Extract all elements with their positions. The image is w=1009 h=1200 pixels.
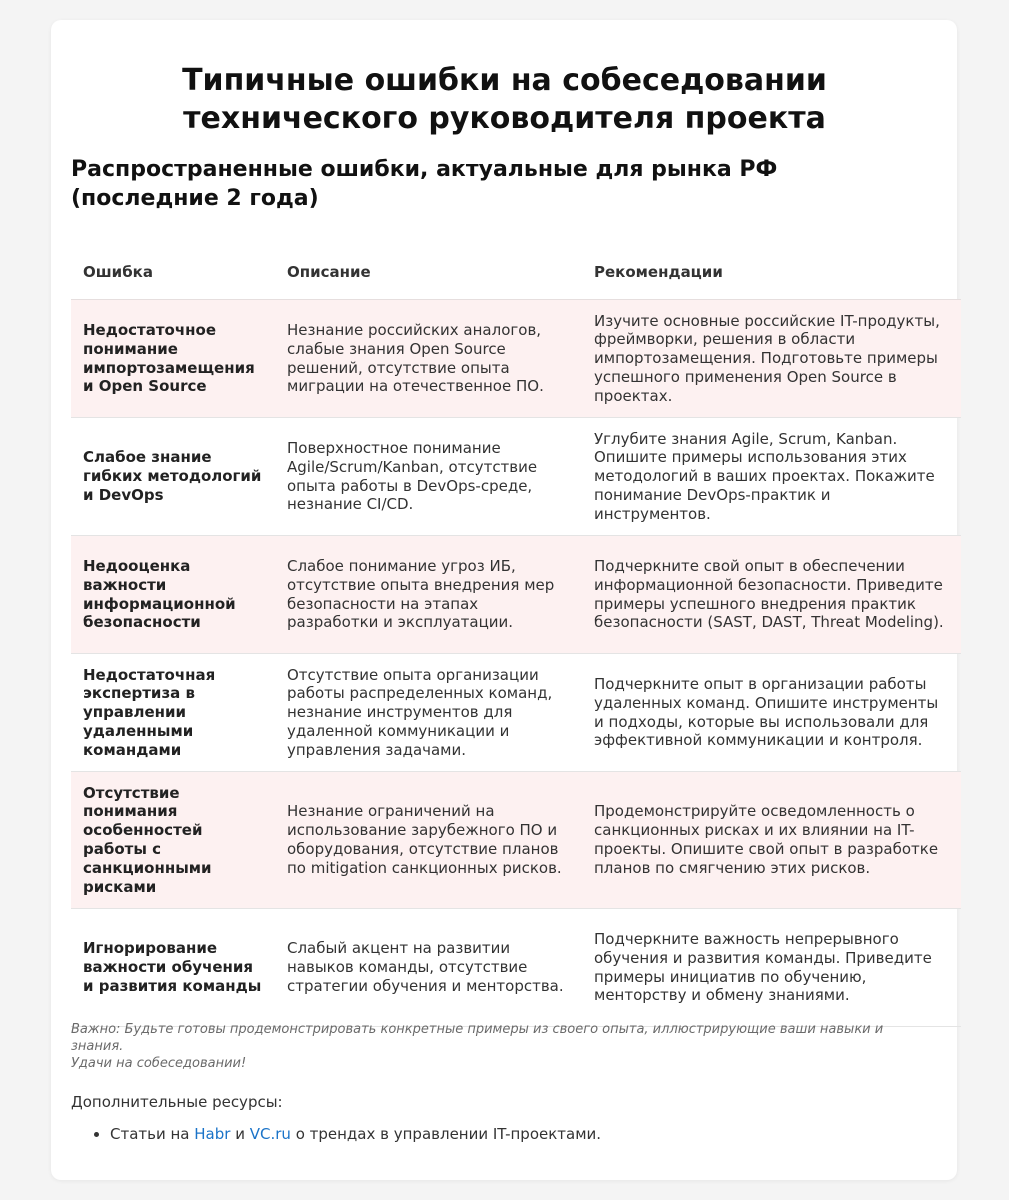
table-row bbox=[71, 654, 961, 772]
row-error: Недостаточная экспертиза в управлении удаленными командами bbox=[71, 654, 275, 772]
errors-table bbox=[71, 244, 961, 1027]
header-error: Ошибка bbox=[71, 244, 275, 300]
row-error: Отсутствие понимания особенностей работы с санкционными рисками bbox=[71, 772, 275, 909]
vcru-link[interactable]: VC.ru bbox=[249, 1125, 291, 1143]
footnote bbox=[71, 1021, 938, 1072]
table-row bbox=[71, 772, 961, 909]
habr-link[interactable]: Habr bbox=[194, 1125, 231, 1143]
row-description: Незнание российских аналогов, слабые знания Open Source решений, отсутствие опыта миграции на отечественное ПО. bbox=[275, 300, 582, 418]
list-item bbox=[110, 1124, 601, 1144]
row-recommendation: Подчеркните важность непрерывного обучения и развития команды. Приведите примеры инициатив по обучению, менторству и обмену знаниями. bbox=[582, 909, 961, 1027]
row-recommendation: Углубите знания Agile, Scrum, Kanban. Опишите примеры использования этих методологий в ваших проектах. Покажите понимание DevOps-практик и инструментов. bbox=[582, 418, 961, 536]
row-description: Слабый акцент на развитии навыков команды, отсутствие стратегии обучения и менторства. bbox=[275, 909, 582, 1027]
header-description: Описание bbox=[275, 244, 582, 300]
row-description: Поверхностное понимание Agile/Scrum/Kanban, отсутствие опыта работы в DevOps-среде, незнание CI/CD. bbox=[275, 418, 582, 536]
row-description: Незнание ограничений на использование зарубежного ПО и оборудования, отсутствие планов по mitigation санкционных рисков. bbox=[275, 772, 582, 909]
row-recommendation: Продемонстрируйте осведомленность о санкционных рисках и их влиянии на IT-проекты. Опишите свой опыт в разработке планов по смягчению этих рисков. bbox=[582, 772, 961, 909]
row-recommendation: Подчеркните свой опыт в обеспечении информационной безопасности. Приведите примеры успешного внедрения практик безопасности (SAST, DAST, Threat Modeling). bbox=[582, 536, 961, 654]
table-row bbox=[71, 909, 961, 1027]
resource-suffix: о трендах в управлении IT-проектами. bbox=[290, 1125, 602, 1143]
table-row bbox=[71, 300, 961, 418]
resource-prefix: Статьи на bbox=[110, 1125, 195, 1143]
table-header-row bbox=[71, 244, 961, 300]
content-card bbox=[51, 20, 957, 1180]
resources-list bbox=[71, 1124, 601, 1144]
row-error: Игнорирование важности обучения и развития команды bbox=[71, 909, 275, 1027]
footnote-important: Важно: Будьте готовы продемонстрировать конкретные примеры из своего опыта, иллюстрирующие ваши навыки и знания. bbox=[71, 1022, 884, 1054]
page-title: Типичные ошибки на собеседовании технического руководителя проекта bbox=[182, 63, 827, 136]
row-error: Недостаточное понимание импортозамещения и Open Source bbox=[71, 300, 275, 418]
resource-conjunction: и bbox=[230, 1125, 250, 1143]
row-description: Отсутствие опыта организации работы распределенных команд, незнание инструментов для удаленной коммуникации и управления задачами. bbox=[275, 654, 582, 772]
row-recommendation: Изучите основные российские IT-продукты, фреймворки, решения в области импортозамещения. Подготовьте примеры успешного применения Open Source в проектах. bbox=[582, 300, 961, 418]
footnote-good-luck: Удачи на собеседовании! bbox=[71, 1056, 247, 1071]
row-error: Недооценка важности информационной безопасности bbox=[71, 536, 275, 654]
row-recommendation: Подчеркните опыт в организации работы удаленных команд. Опишите инструменты и подходы, которые вы использовали для эффективной коммуникации и контроля. bbox=[582, 654, 961, 772]
row-description: Слабое понимание угроз ИБ, отсутствие опыта внедрения мер безопасности на этапах разработки и эксплуатации. bbox=[275, 536, 582, 654]
table-row bbox=[71, 536, 961, 654]
header-recommendation: Рекомендации bbox=[582, 244, 961, 300]
table-row bbox=[71, 418, 961, 536]
section-subtitle: Распространенные ошибки, актуальные для рынка РФ (последние 2 года) bbox=[71, 157, 778, 211]
row-error: Слабое знание гибких методологий и DevOps bbox=[71, 418, 275, 536]
resources-heading: Дополнительные ресурсы: bbox=[71, 1093, 283, 1111]
